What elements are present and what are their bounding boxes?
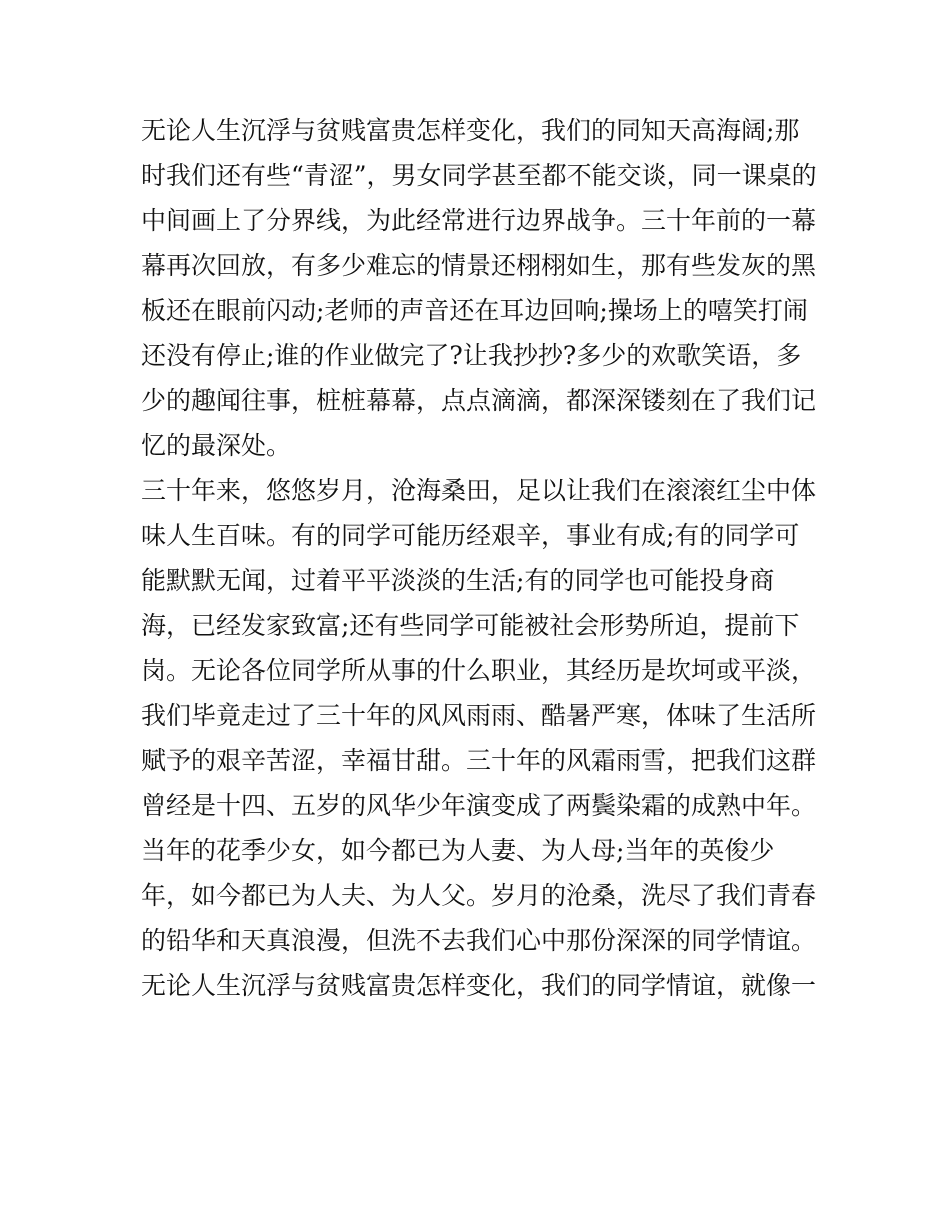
text-line: 赋予的艰辛苦涩，幸福甘甜。三十年的风霜雨雪，把我们这群 — [141, 746, 817, 775]
text-line: 时我们还有些“青涩”，男女同学甚至都不能交谈，同一课桌的 — [141, 161, 817, 190]
text-line: 无论人生沉浮与贫贱富贵怎样变化，我们的同学情谊，就像一 — [141, 971, 817, 1000]
text-line: 我们毕竟走过了三十年的风风雨雨、酷暑严寒，体味了生活所 — [141, 701, 817, 730]
text-line: 曾经是十四、五岁的风华少年演变成了两鬓染霜的成熟中年。 — [141, 791, 817, 820]
text-line: 三十年来，悠悠岁月，沧海桑田，足以让我们在滚滚红尘中体 — [141, 476, 817, 505]
text-line: 岗。无论各位同学所从事的什么职业，其经历是坎坷或平淡， — [141, 656, 817, 685]
text-line: 当年的花季少女，如今都已为人妻、为人母;当年的英俊少 — [141, 836, 775, 865]
text-line: 的铅华和天真浪漫，但洗不去我们心中那份深深的同学情谊。 — [141, 926, 817, 955]
text-line: 忆的最深处。 — [141, 431, 292, 460]
text-line: 无论人生沉浮与贫贱富贵怎样变化，我们的同知天高海阔;那 — [141, 116, 800, 145]
text-line: 还没有停止;谁的作业做完了?让我抄抄?多少的欢歌笑语，多 — [141, 341, 802, 370]
text-line: 味人生百味。有的同学可能历经艰辛，事业有成;有的同学可 — [141, 521, 800, 550]
text-line: 能默默无闻，过着平平淡淡的生活;有的同学也可能投身商 — [141, 566, 775, 595]
text-line: 幕再次回放，有多少难忘的情景还栩栩如生，那有些发灰的黑 — [141, 251, 817, 280]
body-text — [141, 108, 817, 1008]
text-line: 海，已经发家致富;还有些同学可能被社会形势所迫，提前下 — [141, 611, 800, 640]
text-line: 中间画上了分界线，为此经常进行边界战争。三十年前的一幕 — [141, 206, 817, 235]
text-line: 板还在眼前闪动;老师的声音还在耳边回响;操场上的嘻笑打闹 — [141, 296, 808, 325]
text-line: 年，如今都已为人夫、为人父。岁月的沧桑，洗尽了我们青春 — [141, 881, 817, 910]
text-line: 少的趣闻往事，桩桩幕幕，点点滴滴，都深深镂刻在了我们记 — [141, 386, 817, 415]
